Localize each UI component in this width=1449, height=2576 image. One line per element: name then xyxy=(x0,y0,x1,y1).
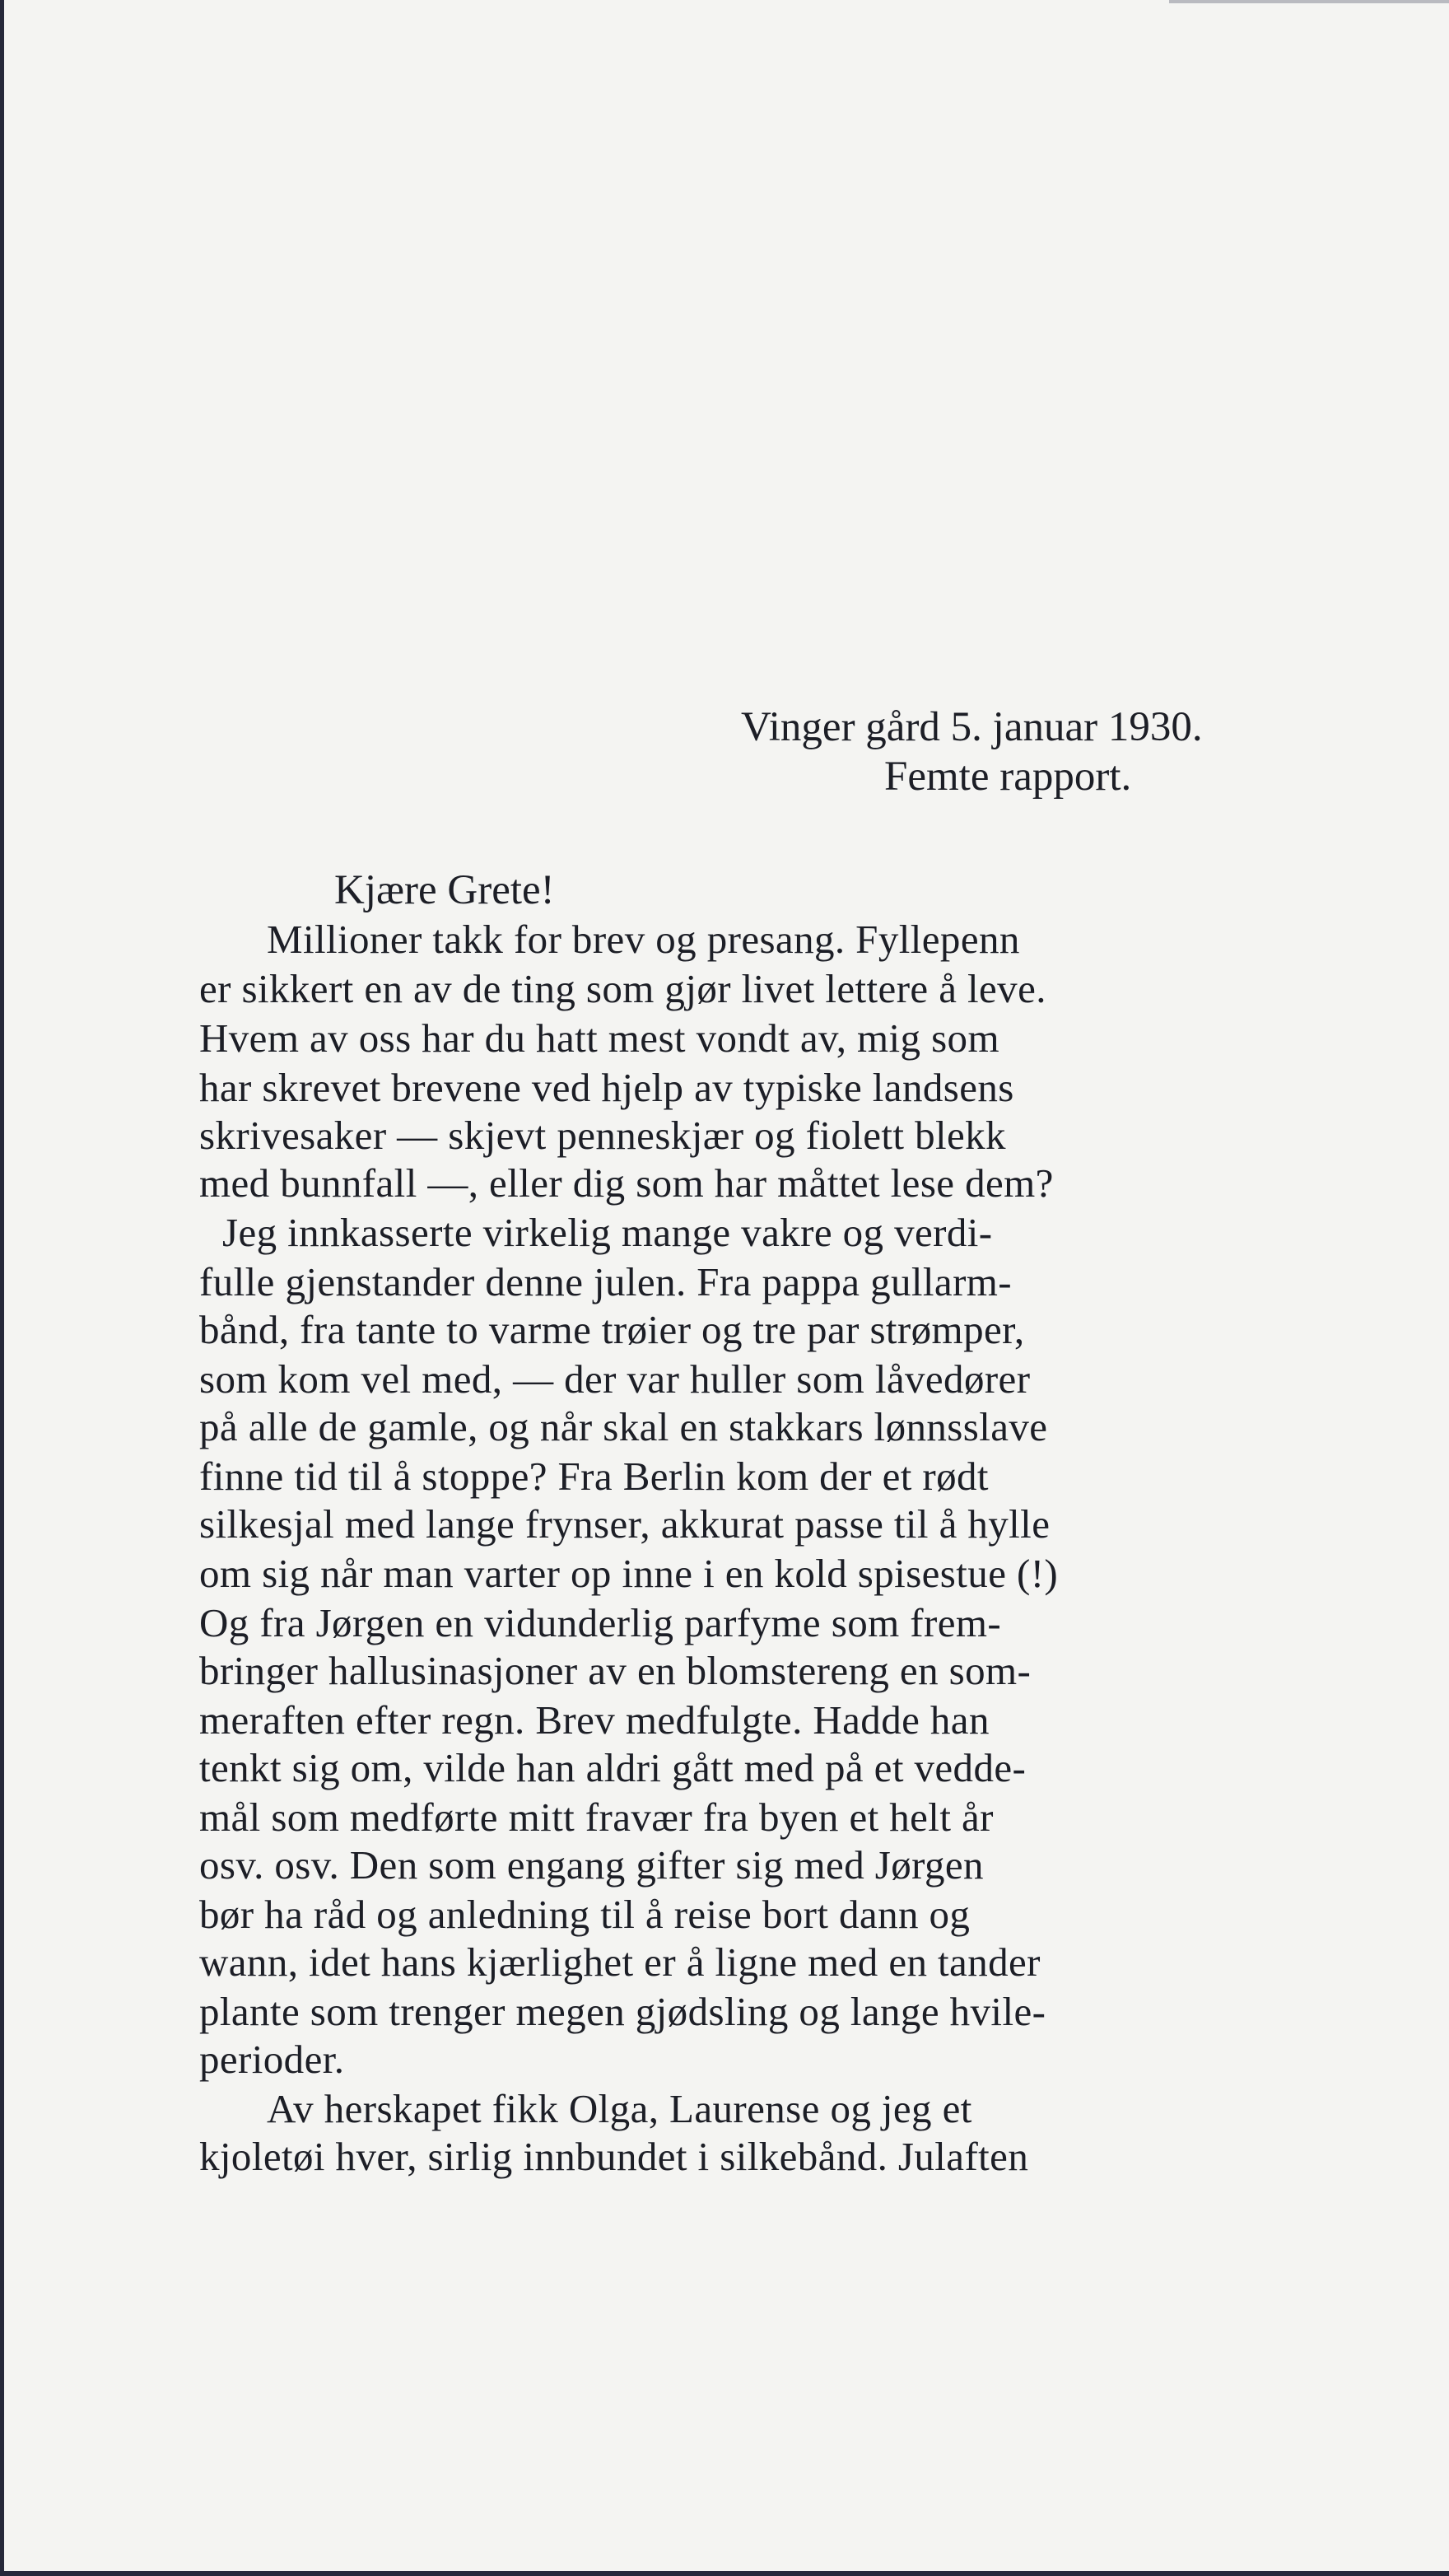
body-line: tenkt sig om, vilde han aldri gått med på et vedde- xyxy=(199,1745,1027,1790)
body-line: Av herskapet fikk Olga, Laurense og jeg et xyxy=(267,2086,972,2131)
body-line: har skrevet brevene ved hjelp av typiske landsens xyxy=(199,1065,1014,1110)
body-line: om sig når man varter op inne i en kold spisestue (!) xyxy=(199,1551,1059,1596)
body-line: på alle de gamle, og når skal en stakkars lønnsslave xyxy=(199,1404,1048,1449)
body-line: Hvem av oss har du hatt mest vondt av, mig som xyxy=(199,1015,999,1061)
body-line: mål som medførte mitt fravær fra byen et helt år xyxy=(199,1794,994,1840)
body-line: skrivesaker — skjevt penneskjær og fiolett blekk xyxy=(199,1113,1006,1158)
body-line: med bunnfall —, eller dig som har måttet lese dem? xyxy=(199,1160,1054,1206)
body-line: som kom vel med, — der var huller som låvedører xyxy=(199,1356,1031,1402)
body-line: Og fra Jørgen en vidunderlig parfyme som frem- xyxy=(199,1600,1002,1645)
body-line: fulle gjenstander denne julen. Fra pappa gullarm- xyxy=(199,1259,1013,1304)
body-line: wann, idet hans kjærlighet er å ligne med en tander xyxy=(199,1939,1041,1985)
page-edge-left xyxy=(0,0,4,2576)
body-line: osv. osv. Den som engang gifter sig med Jørgen xyxy=(199,1842,984,1888)
body-line: kjoletøi hver, sirlig innbundet i silkebånd. Julaften xyxy=(199,2134,1029,2179)
body-line: meraften efter regn. Brev medfulgte. Hadde han xyxy=(199,1697,990,1743)
report-title: Femte rapport. xyxy=(884,754,1132,800)
salutation: Kjære Grete! xyxy=(334,867,555,913)
body-line: bringer hallusinasjoner av en blomstereng en som- xyxy=(199,1648,1032,1693)
body-line: bør ha råd og anledning til å reise bort dann og xyxy=(199,1892,971,1937)
page-edge-bottom xyxy=(0,2571,1449,2576)
body-line: Millioner takk for brev og presang. Fyllepenn xyxy=(267,917,1020,962)
body-line: perioder. xyxy=(199,2037,345,2082)
body-line: er sikkert en av de ting som gjør livet lettere å leve. xyxy=(199,966,1046,1011)
place-and-date: Vinger gård 5. januar 1930. xyxy=(741,704,1203,750)
body-line: bånd, fra tante to varme trøier og tre par strømper, xyxy=(199,1307,1025,1352)
body-line: finne tid til å stoppe? Fra Berlin kom der et rødt xyxy=(199,1454,989,1499)
body-line: silkesjal med lange frynser, akkurat passe til å hylle xyxy=(199,1501,1051,1547)
page-edge-top xyxy=(1169,0,1449,3)
body-line: Jeg innkasserte virkelig mange vakre og verdi- xyxy=(222,1210,993,1255)
body-line: plante som trenger megen gjødsling og lange hvile- xyxy=(199,1989,1046,2034)
